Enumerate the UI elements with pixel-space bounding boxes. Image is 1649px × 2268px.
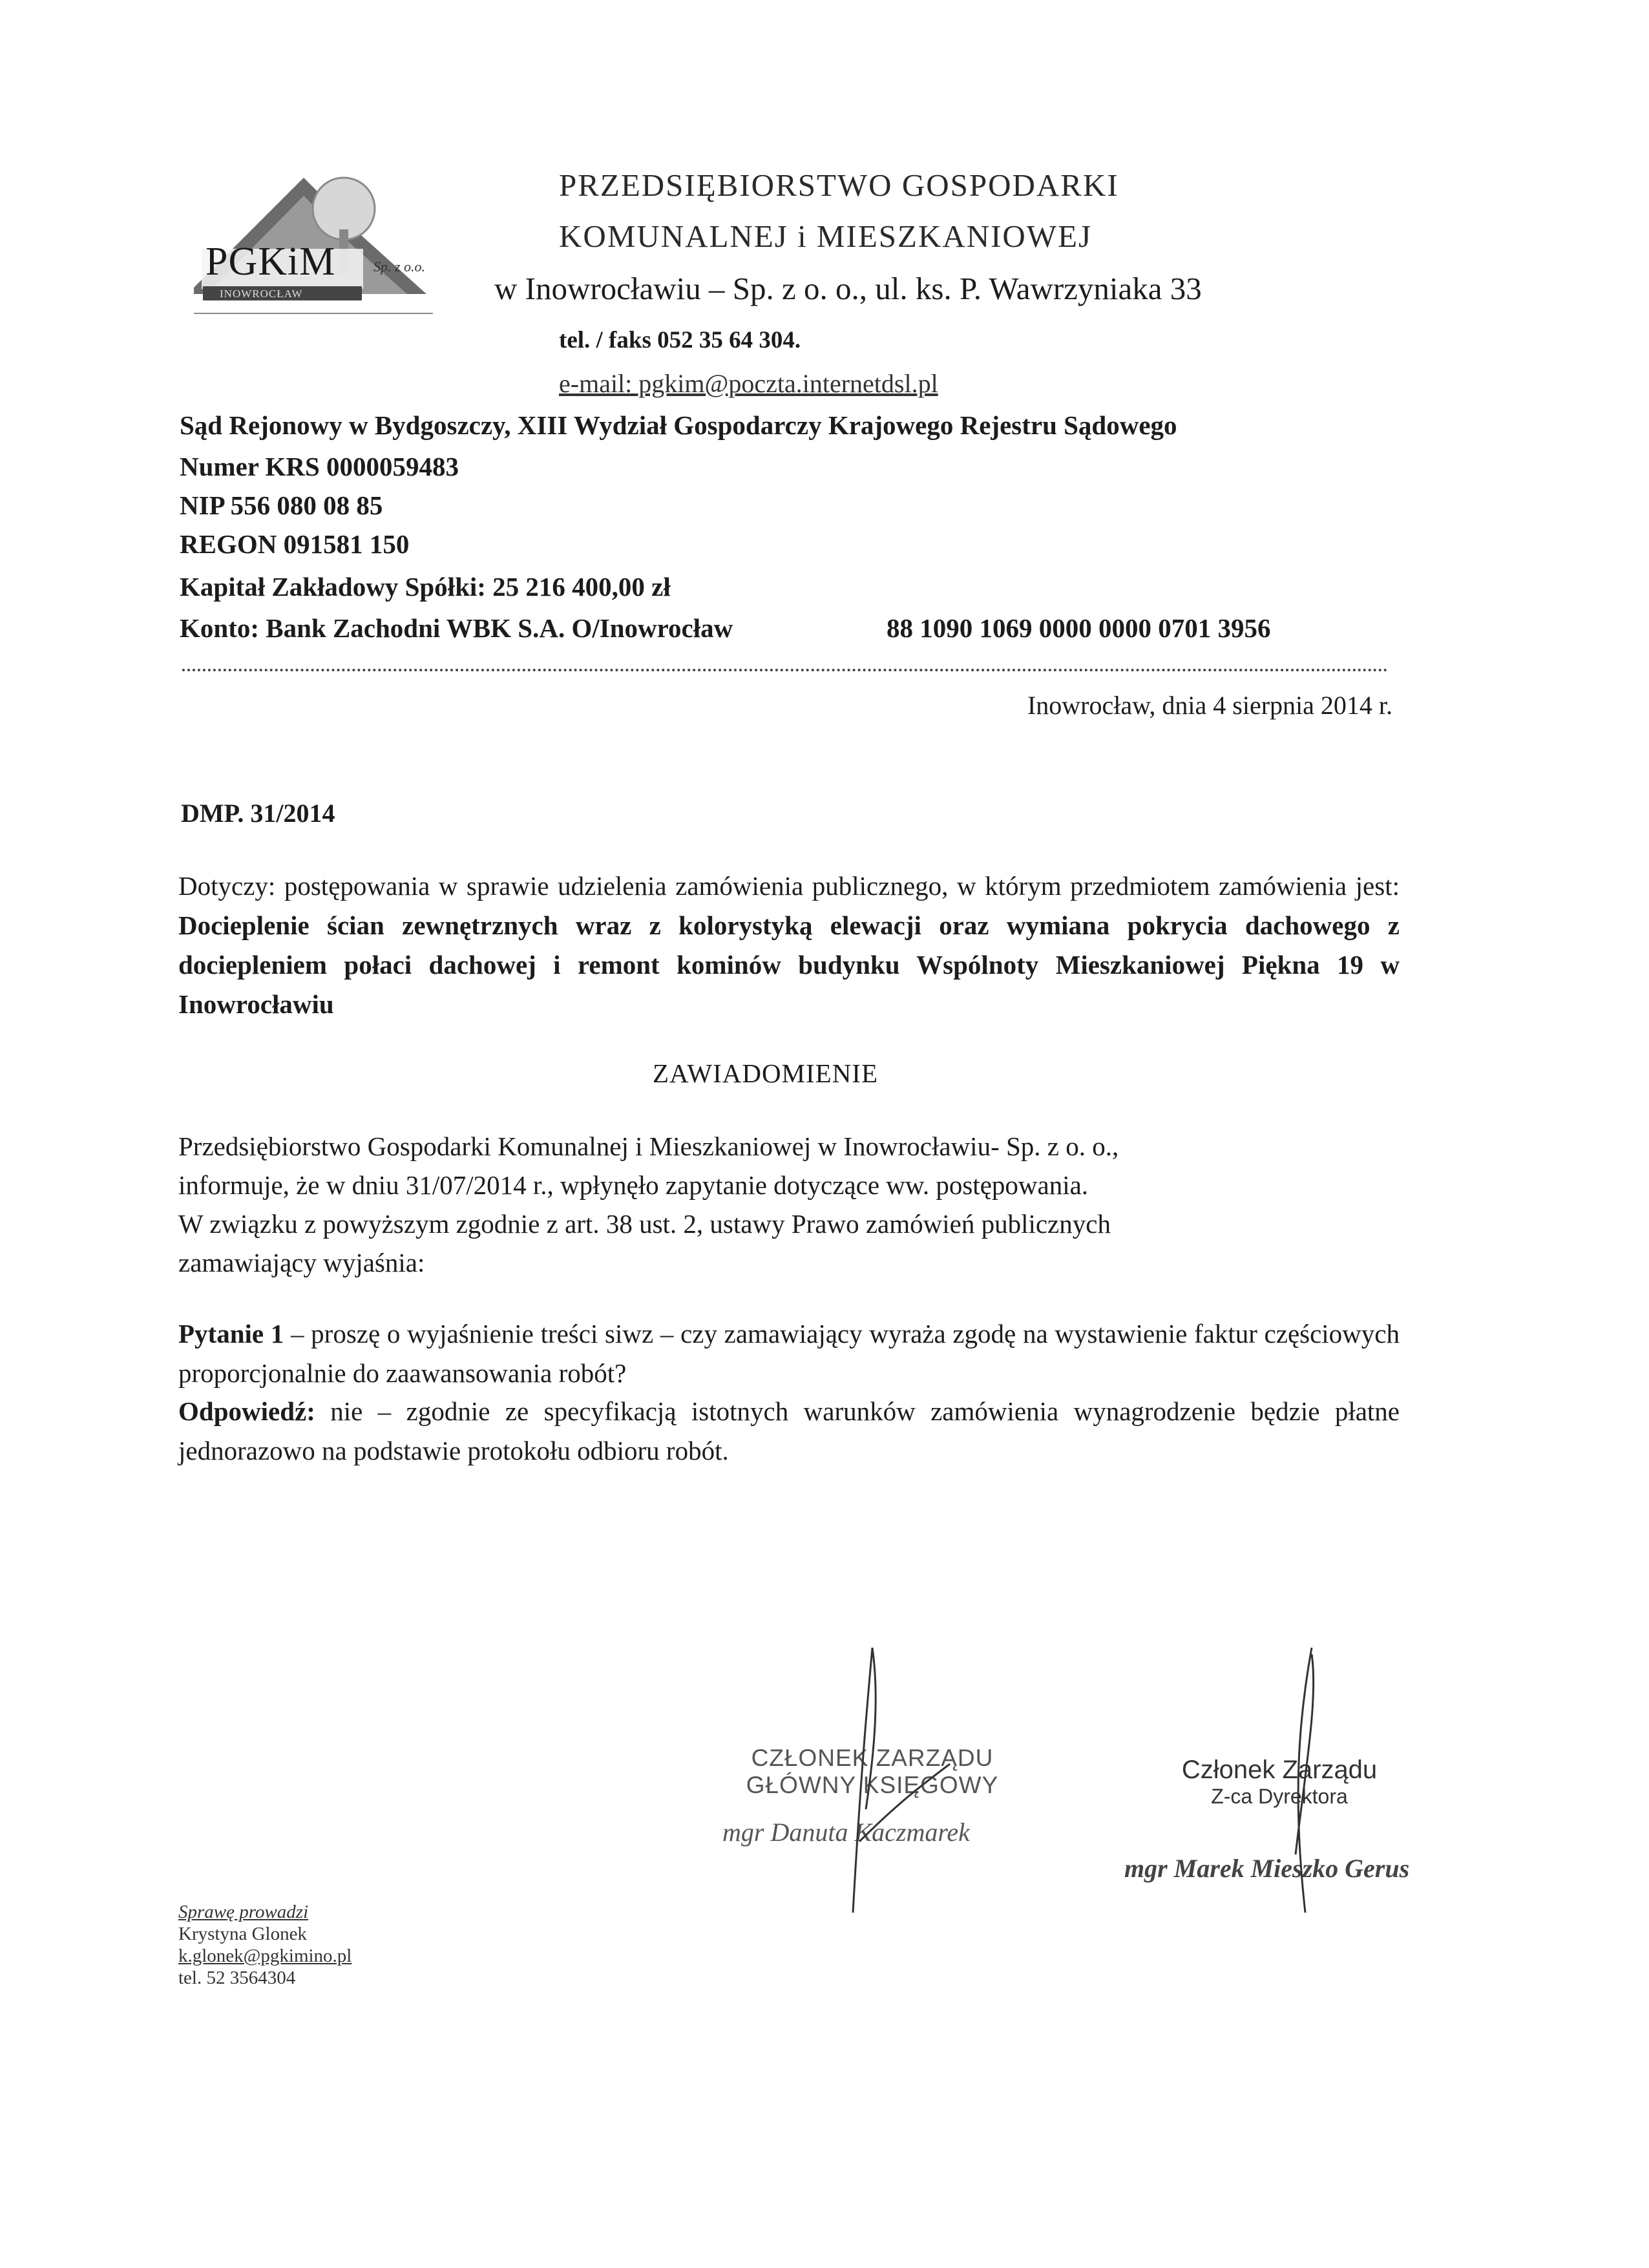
answer-label: Odpowiedź: bbox=[178, 1396, 315, 1426]
body-line-1: Przedsiębiorstwo Gospodarki Komunalnej i Mieszkaniowej w Inowrocławiu- Sp. z o. o., bbox=[178, 1131, 1119, 1161]
company-name-line1: PRZEDSIĘBIORSTWO GOSPODARKI bbox=[559, 167, 1119, 203]
signature-right-handwriting bbox=[1266, 1641, 1357, 1951]
question-label: Pytanie 1 bbox=[178, 1319, 284, 1349]
registry-regon: REGON 091581 150 bbox=[180, 529, 410, 559]
right-signer-name: mgr Marek Mieszko Gerus bbox=[1124, 1854, 1410, 1883]
document-title: ZAWIADOMIENIE bbox=[653, 1058, 879, 1088]
footer-contact bbox=[178, 1901, 352, 1989]
company-phone: tel. / faks 052 35 64 304. bbox=[559, 327, 801, 353]
body-paragraph bbox=[178, 1127, 1406, 1282]
logo-suffix: Sp. z o.o. bbox=[373, 258, 426, 275]
registry-account-bank: Konto: Bank Zachodni WBK S.A. O/Inowrocław bbox=[180, 613, 733, 643]
logo-name: PGKiM bbox=[205, 240, 336, 284]
logo-city: INOWROCŁAW bbox=[220, 288, 303, 300]
registry-krs: Numer KRS 0000059483 bbox=[180, 452, 459, 481]
document-date: Inowrocław, dnia 4 sierpnia 2014 r. bbox=[1027, 691, 1392, 720]
registry-account-number: 88 1090 1069 0000 0000 0701 3956 bbox=[887, 613, 1271, 643]
registry-nip: NIP 556 080 08 85 bbox=[180, 490, 383, 520]
body-line-2: informuje, że w dniu 31/07/2014 r., wpłynęło zapytanie dotyczące ww. postępowania. bbox=[178, 1170, 1089, 1200]
left-signer-name: mgr Danuta Kaczmarek bbox=[722, 1818, 970, 1847]
company-address: w Inowrocławiu – Sp. z o. o., ul. ks. P. Wawrzyniaka 33 bbox=[494, 271, 1202, 306]
body-line-4: zamawiający wyjaśnia: bbox=[178, 1248, 425, 1277]
footer-phone: tel. 52 3564304 bbox=[178, 1968, 296, 1988]
answer-text: nie – zgodnie ze specyfikacją istotnych warunków zamówienia wynagrodzenie będzie płatne jednorazowo na podstawie protokołu odbioru robót. bbox=[178, 1396, 1400, 1465]
registry-court: Sąd Rejonowy w Bydgoszczy, XIII Wydział Gospodarczy Krajowego Rejestru Sądowego bbox=[180, 410, 1177, 440]
footer-name: Krystyna Glonek bbox=[178, 1924, 307, 1944]
right-stamp-line1: Członek Zarządu bbox=[1181, 1756, 1378, 1784]
footer-email[interactable]: k.glonek@pgkimino.pl bbox=[178, 1946, 352, 1966]
left-stamp-line1: CZŁONEK ZARZĄDU bbox=[751, 1745, 994, 1771]
left-stamp-line2: GŁÓWNY KSIĘGOWY bbox=[746, 1772, 999, 1798]
header-divider bbox=[182, 669, 1388, 671]
question-paragraph bbox=[178, 1314, 1400, 1393]
footer-title: Sprawę prowadzi bbox=[178, 1902, 309, 1922]
registry-capital: Kapitał Zakładowy Spółki: 25 216 400,00 zł bbox=[180, 572, 671, 602]
signature-left-handwriting bbox=[808, 1641, 976, 1932]
company-email[interactable]: e-mail: pgkim@poczta.internetdsl.pl bbox=[559, 369, 938, 398]
subject-intro: Dotyczy: postępowania w sprawie udzielenia zamówienia publicznego, w którym przedmiotem zamówienia jest: bbox=[178, 871, 1400, 901]
question-text: – proszę o wyjaśnienie treści siwz – czy zamawiający wyraża zgodę na wystawienie faktur częściowych proporcjonalnie do zaawansowania robót? bbox=[178, 1319, 1400, 1388]
subject-bold: Docieplenie ścian zewnętrznych wraz z kolorystyką elewacji oraz wymiana pokrycia dachowego z dociepleniem połaci dachowej i remont kominów budynku Wspólnoty Mieszkaniowej Piękna 19 w Inowrocławiu bbox=[178, 910, 1400, 1019]
document-reference: DMP. 31/2014 bbox=[181, 799, 335, 828]
subject-paragraph bbox=[178, 866, 1400, 1024]
right-stamp-line2: Z-ca Dyrektora bbox=[1211, 1785, 1348, 1808]
company-name-line2: KOMUNALNEJ i MIESZKANIOWEJ bbox=[559, 218, 1093, 254]
body-line-3: W związku z powyższym zgodnie z art. 38 ust. 2, ustawy Prawo zamówień publicznych bbox=[178, 1209, 1111, 1239]
answer-paragraph bbox=[178, 1392, 1400, 1471]
